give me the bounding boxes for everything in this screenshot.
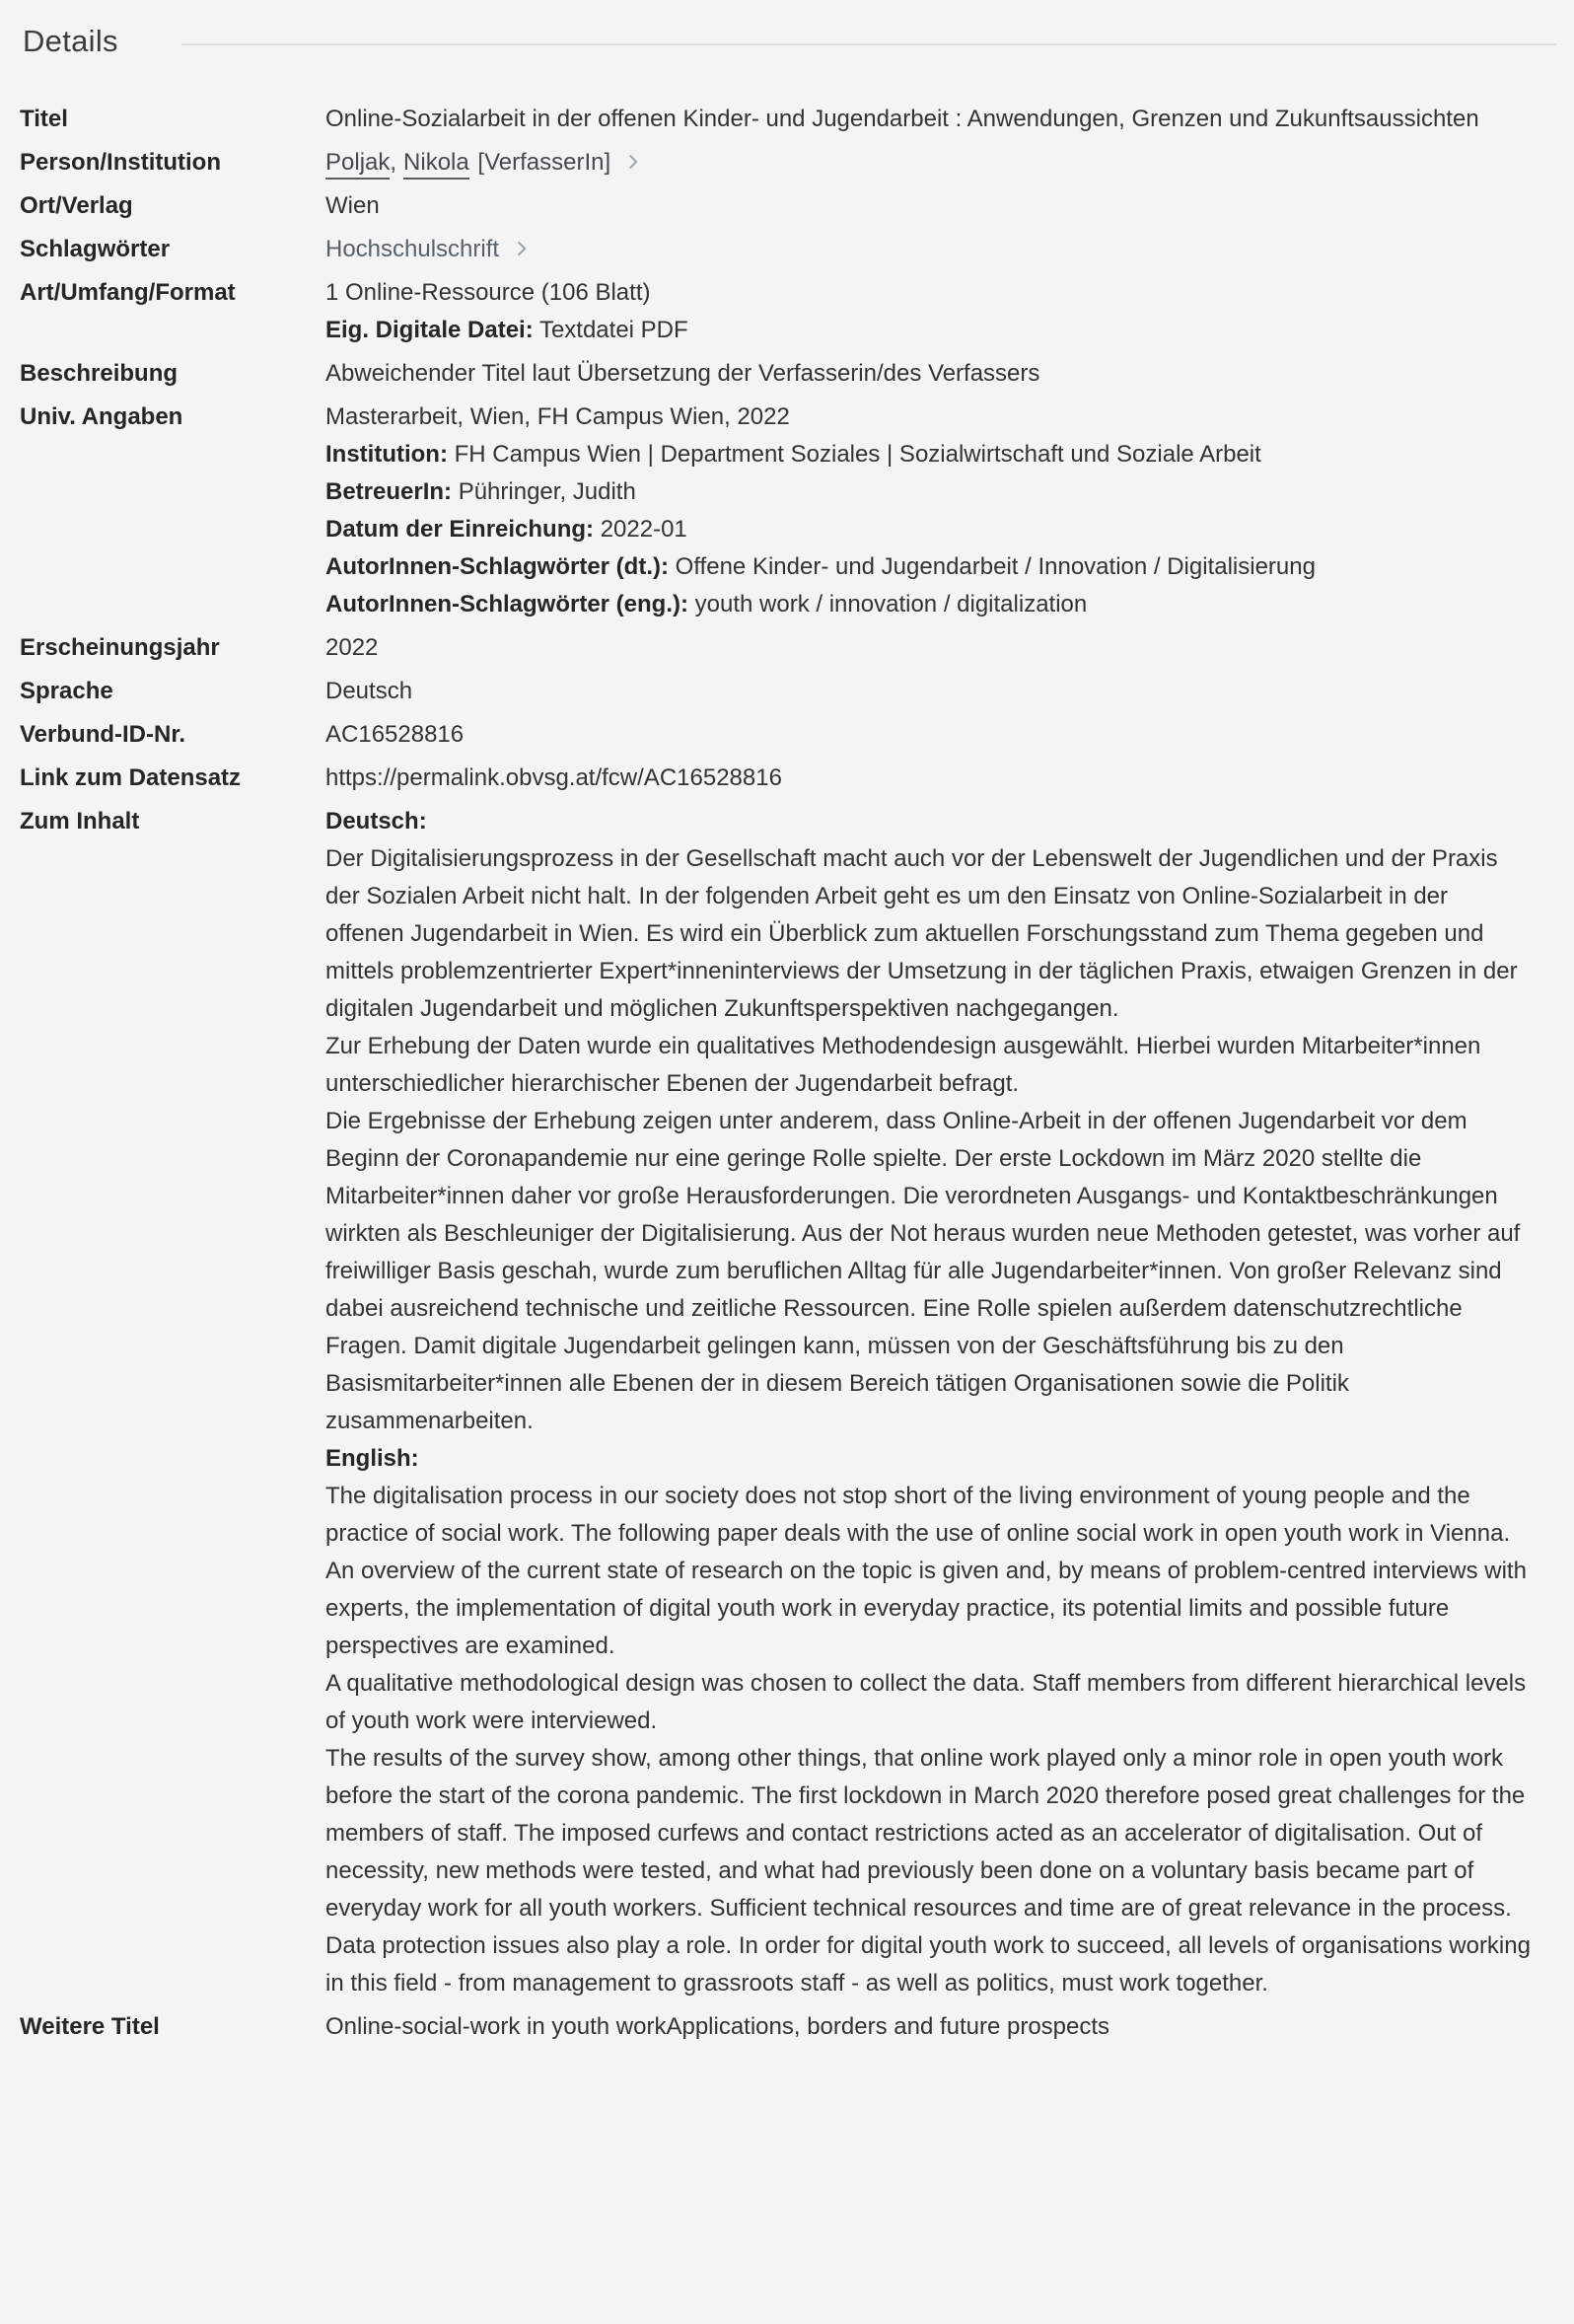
digital-file-value: Textdatei PDF	[538, 317, 688, 343]
field-label-link: Link zum Datensatz	[20, 764, 242, 791]
art-line-extent: 1 Online-Ressource (106 Blatt)	[325, 279, 651, 306]
field-label-jahr: Erscheinungsjahr	[20, 634, 220, 661]
univ-line-schlagwoerter-eng	[325, 586, 1533, 623]
author-name-separator: ,	[390, 149, 397, 176]
univ-line-schlagwoerter-dt	[325, 548, 1533, 586]
field-label-titel: Titel	[20, 106, 68, 132]
field-value-jahr: 2022	[325, 634, 379, 661]
field-value-person	[325, 144, 1558, 182]
field-value-art	[325, 274, 1558, 349]
field-label-ort: Ort/Verlag	[20, 192, 133, 219]
author-role-text: [VerfasserIn]	[477, 149, 611, 176]
schlagwoerter-dt-value: Offene Kinder- und Jugendarbeit / Innovation / Digitalisierung	[675, 553, 1316, 580]
field-label-univ: Univ. Angaben	[20, 403, 183, 430]
section-header	[20, 24, 1558, 59]
digital-file-label: Eig. Digitale Datei:	[325, 317, 534, 343]
subject-link[interactable]: Hochschulschrift	[325, 236, 500, 262]
einreichung-value: 2022-01	[600, 516, 687, 543]
univ-line-institution	[325, 436, 1533, 473]
field-value-link	[325, 760, 1558, 797]
row-beschreibung	[20, 355, 1558, 393]
row-schlagwoerter	[20, 231, 1558, 268]
field-value-weitere: Online-social-work in youth workApplications, borders and future prospects	[325, 2013, 1110, 2040]
row-zum-inhalt	[20, 803, 1558, 2002]
row-titel	[20, 101, 1558, 138]
abstract-english-heading: English:	[325, 1445, 419, 1472]
abstract-english-paragraph: The digitalisation process in our society does not stop short of the living environment of young people and the practice of social work. The following paper deals with the use of online social work in open youth work in Vienna. An overview of the current state of research on the topic is given and, by means of problem-centred interviews with experts, the implementation of digital youth work in everyday practice, its potential limits and possible future perspectives are examined.	[325, 1483, 1527, 1659]
author-givenname-link[interactable]: Nikola	[403, 149, 469, 180]
schlagwoerter-eng-label: AutorInnen-Schlagwörter (eng.):	[325, 591, 688, 617]
abstract-english-paragraph: A qualitative methodological design was chosen to collect the data. Staff members from different hierarchical levels of youth work were interviewed.	[325, 1670, 1527, 1734]
subject-chevron-right-icon[interactable]	[511, 238, 533, 259]
betreuer-value: Pühringer, Judith	[458, 478, 636, 505]
abstract-english-paragraph: The results of the survey show, among other things, that online work played only a minor role in open youth work before the start of the corona pandemic. The first lockdown in March 2020 therefore posed great challenges for the members of staff. The imposed curfews and contact restrictions acted as an accelerator of digitalisation. Out of necessity, new methods were tested, and what had previously been done on a voluntary basis became part of everyday work for all youth workers. Sufficient technical resources and time are of great relevance in the process. Data protection issues also play a role. In order for digital youth work to succeed, all levels of organisations working in this field - from management to grassroots staff - as well as politics, must work together.	[325, 1745, 1531, 1997]
field-value-inhalt	[325, 803, 1558, 2002]
row-art-umfang-format	[20, 274, 1558, 349]
institution-label: Institution:	[325, 441, 448, 468]
row-univ-angaben	[20, 399, 1558, 623]
betreuer-label: BetreuerIn:	[325, 478, 453, 505]
field-value-sprache: Deutsch	[325, 678, 413, 704]
field-value-beschreibung: Abweichender Titel laut Übersetzung der Verfasserin/des Verfassers	[325, 360, 1040, 387]
field-label-inhalt: Zum Inhalt	[20, 808, 140, 835]
field-value-verbund: AC16528816	[325, 721, 465, 748]
field-value-titel: Online-Sozialarbeit in der offenen Kinder- und Jugendarbeit : Anwendungen, Grenzen und Zukunftsaussichten	[325, 106, 1479, 132]
univ-line-thesis: Masterarbeit, Wien, FH Campus Wien, 2022	[325, 403, 790, 430]
field-value-univ	[325, 399, 1558, 623]
row-link-datensatz	[20, 760, 1558, 797]
field-label-art: Art/Umfang/Format	[20, 279, 236, 306]
row-ort-verlag	[20, 187, 1558, 225]
header-divider	[181, 43, 1556, 45]
field-label-sprache: Sprache	[20, 678, 113, 704]
field-value-schlagwoerter	[325, 231, 1558, 268]
author-chevron-right-icon[interactable]	[622, 151, 644, 173]
row-person-institution	[20, 144, 1558, 182]
abstract-german-paragraph: Zur Erhebung der Daten wurde ein qualitatives Methodendesign ausgewählt. Hierbei wurden Mitarbeiter*innen unterschiedlicher hierarchischer Ebenen der Jugendarbeit befragt.	[325, 1033, 1481, 1097]
author-surname-link[interactable]: Poljak	[325, 149, 390, 180]
field-label-verbund: Verbund-ID-Nr.	[20, 721, 186, 748]
details-table	[20, 101, 1558, 2046]
page-title: Details	[23, 24, 118, 58]
field-value-ort: Wien	[325, 192, 380, 219]
field-label-beschreibung: Beschreibung	[20, 360, 179, 387]
row-verbund-id	[20, 716, 1558, 754]
field-label-weitere: Weitere Titel	[20, 2013, 160, 2040]
univ-line-datum	[325, 511, 1533, 548]
abstract-german-paragraph: Der Digitalisierungsprozess in der Gesellschaft macht auch vor der Lebenswelt der Jugendlichen und der Praxis der Sozialen Arbeit nicht halt. In der folgenden Arbeit geht es um den Einsatz von Online-Sozialarbeit in der offenen Jugendarbeit in Wien. Es wird ein Überblick zum aktuellen Forschungsstand zum Thema gegeben und mittels problemzentrierter Expert*inneninterviews der Umsetzung in der täglichen Praxis, etwaigen Grenzen in der digitalen Jugendarbeit und möglichen Zukunftsperspektiven nachgegangen.	[325, 845, 1518, 1022]
row-erscheinungsjahr	[20, 629, 1558, 667]
permalink-url[interactable]: https://permalink.obvsg.at/fcw/AC16528816	[325, 764, 782, 791]
schlagwoerter-eng-value: youth work / innovation / digitalization	[694, 591, 1088, 617]
art-line-digital-file	[325, 312, 1533, 349]
schlagwoerter-dt-label: AutorInnen-Schlagwörter (dt.):	[325, 553, 669, 580]
univ-line-betreuer	[325, 473, 1533, 511]
row-sprache	[20, 673, 1558, 710]
field-label-person: Person/Institution	[20, 149, 221, 176]
field-label-schlagwoerter: Schlagwörter	[20, 236, 171, 262]
abstract-german-heading: Deutsch:	[325, 808, 427, 835]
row-weitere-titel	[20, 2008, 1558, 2046]
abstract-german-paragraph: Die Ergebnisse der Erhebung zeigen unter anderem, dass Online-Arbeit in der offenen Jugendarbeit vor dem Beginn der Coronapandemie nur eine geringe Rolle spielte. Der erste Lockdown im März 2020 stellte die Mitarbeiter*innen daher vor große Herausforderungen. Die verordneten Ausgangs- und Kontaktbeschränkungen wirkten als Beschleuniger der Digitalisierung. Aus der Not heraus wurden neue Methoden getestet, was vorher auf freiwilliger Basis geschah, wurde zum beruflichen Alltag für alle Jugendarbeiter*innen. Von großer Relevanz sind dabei ausreichend technische und zeitliche Ressourcen. Eine Rolle spielen außerdem datenschutzrechtliche Fragen. Damit digitale Jugendarbeit gelingen kann, müssen von der Geschäftsführung bis zu den Basismitarbeiter*innen alle Ebenen der in diesem Bereich tätigen Organisationen sowie die Politik zusammenarbeiten.	[325, 1108, 1521, 1434]
institution-value: FH Campus Wien | Department Soziales | Sozialwirtschaft und Soziale Arbeit	[454, 441, 1261, 468]
einreichung-label: Datum der Einreichung:	[325, 516, 595, 543]
